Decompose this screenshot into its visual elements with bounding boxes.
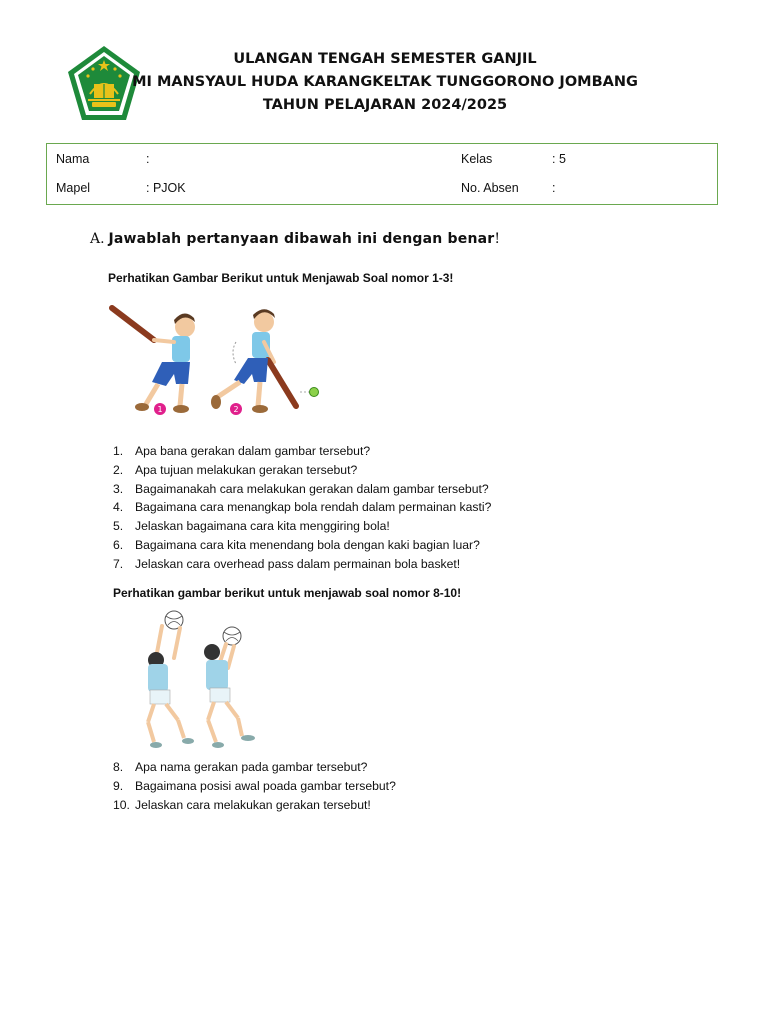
group1-intro: Perhatikan Gambar Berikut untuk Menjawab Soal nomor 1-3! xyxy=(108,271,454,285)
mapel-label: Mapel xyxy=(56,181,91,195)
group2-intro: Perhatikan gambar berikut untuk menjawab soal nomor 8-10! xyxy=(113,586,462,600)
title-line-1: ULANGAN TENGAH SEMESTER GANJIL xyxy=(233,51,537,67)
list-item: 7. Jelaskan cara overhead pass dalam permainan bola basket! xyxy=(113,556,461,571)
list-item: 2. Apa tujuan melakukan gerakan tersebut? xyxy=(113,462,358,477)
nama-label: Nama xyxy=(56,152,90,166)
absen-label: No. Absen xyxy=(461,181,519,195)
list-item: 4. Bagaimana cara menangkap bola rendah dalam permainan kasti? xyxy=(113,500,492,515)
volleyball-overhead-pass-illustration xyxy=(134,608,264,754)
section-punct: ! xyxy=(494,231,501,247)
batting-swing-illustration xyxy=(104,302,324,420)
document-title xyxy=(130,48,640,117)
list-item: 5. Jelaskan bagaimana cara kita menggiring bola! xyxy=(113,519,390,534)
section-instruction: Jawablah pertanyaan dibawah ini dengan benar xyxy=(108,231,495,247)
title-line-3: TAHUN PELAJARAN 2024/2025 xyxy=(262,97,508,113)
question-list-2 xyxy=(113,758,396,814)
list-item: 3. Bagaimanakah cara melakukan gerakan dalam gambar tersebut? xyxy=(113,481,489,496)
kelas-value: : 5 xyxy=(552,152,566,166)
student-identity-box xyxy=(46,143,718,205)
section-letter: A. xyxy=(90,231,105,247)
mapel-value: : PJOK xyxy=(146,181,186,195)
list-item: 9. Bagaimana posisi awal poada gambar tersebut? xyxy=(113,778,396,793)
kelas-label: Kelas xyxy=(461,152,493,166)
nama-field[interactable]: : xyxy=(146,152,150,166)
question-list-1 xyxy=(113,442,491,574)
figure-label-1: 1 xyxy=(157,405,163,414)
list-item: 10. Jelaskan cara melakukan gerakan tersebut! xyxy=(113,797,371,812)
title-line-2: MI MANSYAUL HUDA KARANGKELTAK TUNGGORONO JOMBANG xyxy=(132,74,638,90)
absen-field[interactable]: : xyxy=(552,181,556,195)
list-item: 1. Apa bana gerakan dalam gambar tersebut? xyxy=(113,444,371,458)
list-item: 8. Apa nama gerakan pada gambar tersebut? xyxy=(113,760,368,774)
list-item: 6. Bagaimana cara kita menendang bola dengan kaki bagian luar? xyxy=(113,537,480,552)
figure-label-2: 2 xyxy=(233,405,239,414)
section-a-heading xyxy=(90,230,500,247)
